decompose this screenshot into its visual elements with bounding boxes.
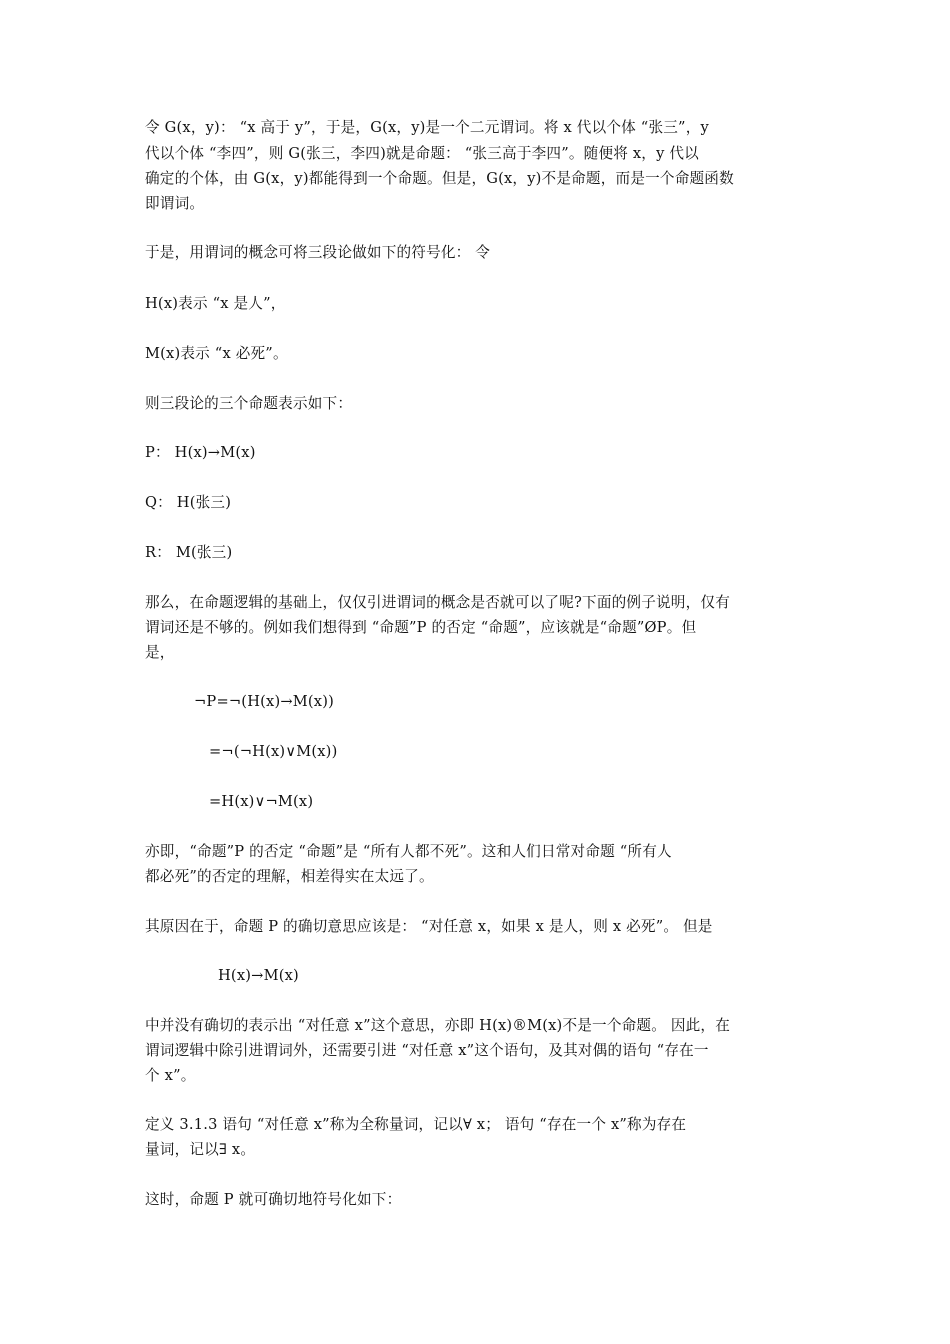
paragraph-predicate-line-3: 确定的个体，由 G(x，y)都能得到一个命题。但是，G(x，y)不是命题，而是一个命题函数 (145, 170, 734, 187)
derivation-step-3: =H(x)∨¬M(x) (209, 793, 314, 810)
paragraph-symbolize-intro: 于是，用谓词的概念可将三段论做如下的符号化： 令 (145, 244, 491, 261)
formula-p: P： H(x)→M(x) (145, 444, 256, 461)
paragraph-quantifier-need-line-3: 个 x”。 (145, 1067, 196, 1084)
paragraph-meaning-line-2: 都必死”的否定的理解，相差得实在太远了。 (145, 868, 434, 885)
paragraph-negation-line-1: 那么，在命题逻辑的基础上，仅仅引进谓词的概念是否就可以了呢?下面的例子说明，仅有 (145, 594, 730, 611)
paragraph-quantifier-need-line-1: 中并没有确切的表示出 “对任意 x”这个意思，亦即 H(x)®M(x)不是一个命题。 因此，在 (145, 1017, 731, 1034)
formula-implication: H(x)→M(x) (218, 967, 299, 984)
derivation-step-1: ¬P=¬(H(x)→M(x)) (194, 693, 335, 710)
definition-3-1-3-line-2: 量词，记以∃ x。 (145, 1141, 256, 1158)
definition-m: M(x)表示 “x 必死”。 (145, 345, 288, 362)
definition-h: H(x)表示 “x 是人”， (145, 295, 286, 312)
derivation-step-2: =¬(¬H(x)∨M(x)) (209, 743, 338, 760)
paragraph-predicate-line-1: 令 G(x，y)： “x 高于 y”，于是，G(x，y)是一个二元谓词。将 x 代以个体 “张三”，y (145, 119, 709, 136)
paragraph-quantifier-need-line-2: 谓词逻辑中除引进谓词外，还需要引进 “对任意 x”这个语句，及其对偶的语句 “存在一 (145, 1042, 709, 1059)
definition-3-1-3-line-1: 定义 3.1.3 语句 “对任意 x”称为全称量词，记以∀ x； 语句 “存在一个 x”称为存在 (145, 1116, 687, 1133)
paragraph-predicate-line-4: 即谓词。 (145, 195, 205, 212)
paragraph-symbolize-p: 这时，命题 P 就可确切地符号化如下： (145, 1191, 402, 1208)
paragraph-negation-line-2: 谓词还是不够的。例如我们想得到 “命题”P 的否定 “命题”，应该就是“命题”ØP。但 (145, 619, 697, 636)
paragraph-meaning-line-1: 亦即，“命题”P 的否定 “命题”是 “所有人都不死”。这和人们日常对命题 “所有人 (145, 843, 672, 860)
paragraph-reason: 其原因在于，命题 P 的确切意思应该是： “对任意 x，如果 x 是人，则 x 必死”。 但是 (145, 918, 713, 935)
syllogism-intro: 则三段论的三个命题表示如下： (145, 395, 353, 412)
formula-r: R： M(张三) (145, 544, 233, 561)
paragraph-predicate-line-2: 代以个体 “李四”，则 G(张三，李四)就是命题： “张三高于李四”。随便将 x，y 代以 (145, 145, 699, 162)
paragraph-negation-line-3: 是， (145, 644, 175, 661)
formula-q: Q： H(张三) (145, 494, 232, 511)
